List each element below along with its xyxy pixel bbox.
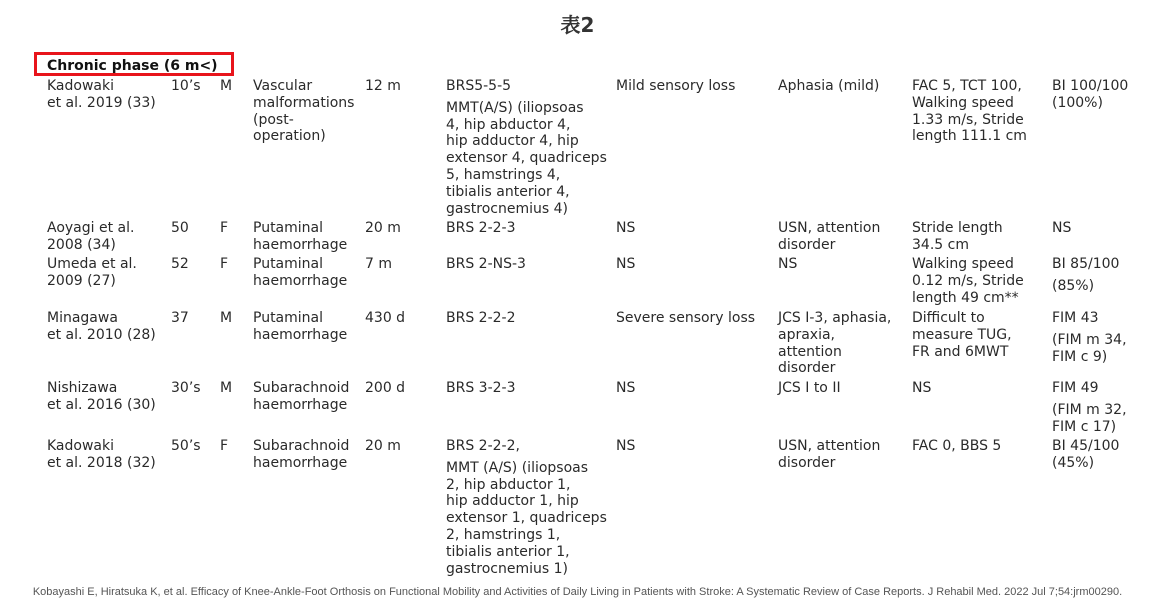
table-cell-adl	[1052, 438, 1152, 472]
table-cell-diagnosis-text: Subarachnoid haemorrhage	[253, 380, 350, 413]
table-cell-author	[47, 256, 167, 290]
table-cell-higher-function	[778, 78, 908, 95]
table-cell-diagnosis-text: Putaminal haemorrhage	[253, 220, 348, 253]
table-cell-diagnosis-text: Subarachnoid haemorrhage	[253, 438, 350, 471]
table-cell-sensory	[616, 438, 774, 455]
table-cell-onset	[365, 256, 441, 273]
table-cell-motor	[446, 220, 611, 237]
table-cell-adl	[1052, 220, 1152, 237]
table-cell-adl-text: BI 85/100	[1052, 256, 1120, 272]
table-cell-sex	[220, 220, 246, 237]
table-cell-higher-function-text: USN, attention disorder	[778, 220, 881, 253]
table-cell-gait	[912, 438, 1048, 455]
page-title: 表2	[560, 13, 595, 37]
table-cell-motor-text: BRS 2-NS-3	[446, 256, 526, 272]
table-cell-adl-detail: (FIM m 32, FIM c 17)	[1052, 401, 1127, 435]
table-cell-age	[171, 438, 219, 455]
table-cell-motor	[446, 310, 611, 327]
table-cell-adl-text: NS	[1052, 220, 1072, 236]
table-cell-diagnosis-text: Putaminal haemorrhage	[253, 256, 348, 289]
table-cell-higher-function	[778, 256, 908, 273]
table-cell-onset	[365, 380, 441, 397]
table-cell-diagnosis	[253, 220, 363, 254]
table-cell-gait-text: Difficult to measure TUG, FR and 6MWT	[912, 310, 1012, 360]
table-cell-sensory-text: Mild sensory loss	[616, 78, 736, 94]
table-cell-diagnosis	[253, 380, 363, 414]
table-cell-motor	[446, 78, 611, 217]
table-cell-higher-function	[778, 310, 908, 377]
table-cell-adl-detail: (85%)	[1052, 277, 1095, 294]
table-cell-motor-text: BRS 3-2-3	[446, 380, 516, 396]
table-cell-sex-text: F	[220, 438, 229, 454]
table-cell-higher-function-text: JCS I to II	[778, 380, 841, 396]
table-cell-motor-detail: MMT (A/S) (iliopsoas 2, hip abductor 1, hip adductor 1, hip extensor 1, quadriceps 2, hamstrings 1, tibialis anterior 1, gastrocnemius 1)	[446, 459, 607, 577]
table-cell-author-text: Kadowaki et al. 2018 (32)	[47, 438, 156, 471]
table-cell-sensory-text: Severe sensory loss	[616, 310, 756, 326]
table-cell-higher-function-text: USN, attention disorder	[778, 438, 881, 471]
table-cell-onset-text: 430 d	[365, 310, 406, 326]
table-cell-sensory-text: NS	[616, 438, 636, 454]
table-cell-adl	[1052, 380, 1152, 435]
table-cell-author	[47, 380, 167, 414]
table-cell-motor	[446, 438, 611, 577]
table-cell-higher-function-text: NS	[778, 256, 798, 272]
table-cell-diagnosis	[253, 78, 363, 145]
table-cell-sensory-text: NS	[616, 380, 636, 396]
table-cell-higher-function	[778, 438, 908, 472]
table-cell-sex-text: F	[220, 256, 229, 272]
table-cell-sensory	[616, 310, 774, 327]
table-cell-sex	[220, 78, 246, 95]
table-cell-onset	[365, 78, 441, 95]
table-cell-age-text: 30’s	[171, 380, 201, 396]
table-cell-adl	[1052, 256, 1152, 295]
table-cell-adl	[1052, 310, 1152, 365]
table-cell-sensory	[616, 78, 774, 95]
table-cell-gait-text: FAC 5, TCT 100, Walking speed 1.33 m/s, Stride length 111.1 cm	[912, 78, 1027, 145]
table-cell-onset	[365, 220, 441, 237]
table-cell-age-text: 52	[171, 256, 189, 272]
table-cell-onset-text: 20 m	[365, 438, 401, 454]
table-cell-diagnosis	[253, 438, 363, 472]
table-cell-age-text: 50’s	[171, 438, 201, 454]
table-cell-sex-text: F	[220, 220, 229, 236]
table-cell-onset-text: 12 m	[365, 78, 401, 94]
table-cell-age-text: 10’s	[171, 78, 201, 94]
phase-label: Chronic phase (6 m<)	[47, 58, 218, 74]
table-cell-sensory	[616, 220, 774, 237]
table-cell-gait-text: NS	[912, 380, 932, 396]
table-cell-motor-text: BRS 2-2-2,	[446, 438, 520, 454]
table-cell-sensory	[616, 256, 774, 273]
table-cell-age	[171, 310, 219, 327]
table-cell-higher-function-text: Aphasia (mild)	[778, 78, 880, 94]
table-cell-adl-detail: (FIM m 34, FIM c 9)	[1052, 331, 1127, 365]
table-cell-motor-text: BRS5-5-5	[446, 78, 512, 94]
table-cell-age-text: 37	[171, 310, 189, 326]
table-cell-sex	[220, 380, 246, 397]
table-cell-author-text: Minagawa et al. 2010 (28)	[47, 310, 156, 343]
table-cell-sex-text: M	[220, 310, 233, 326]
table-cell-gait	[912, 220, 1048, 254]
table-cell-diagnosis-text: Vascular malformations (post- operation)	[253, 78, 355, 145]
table-cell-higher-function	[778, 380, 908, 397]
table-cell-author	[47, 78, 167, 112]
citation: Kobayashi E, Hiratsuka K, et al. Efficacy of Knee-Ankle-Foot Orthosis on Functional Mobility and Activities of Daily Living in Patients with Stroke: A Systematic Review of Case Reports. J Rehabil Med. 2022 Jul 7;54:jrm00290.	[32, 586, 1123, 598]
table-cell-gait-text: Stride length 34.5 cm	[912, 220, 1003, 253]
table-cell-motor	[446, 380, 611, 397]
table-cell-motor-text: BRS 2-2-3	[446, 220, 516, 236]
table-cell-age	[171, 256, 219, 273]
table-cell-age	[171, 380, 219, 397]
table-cell-sex-text: M	[220, 380, 233, 396]
table-cell-adl	[1052, 78, 1152, 112]
table-cell-age	[171, 78, 219, 95]
table-cell-onset-text: 20 m	[365, 220, 401, 236]
table-cell-sex-text: M	[220, 78, 233, 94]
table-cell-author-text: Aoyagi et al. 2008 (34)	[47, 220, 135, 253]
table-cell-higher-function-text: JCS I-3, aphasia, apraxia, attention disorder	[778, 310, 892, 377]
table-cell-author-text: Kadowaki et al. 2019 (33)	[47, 78, 156, 111]
table-cell-sex	[220, 438, 246, 455]
table-cell-adl-text: FIM 43	[1052, 310, 1099, 326]
table-cell-sensory-text: NS	[616, 256, 636, 272]
table-cell-author-text: Nishizawa et al. 2016 (30)	[47, 380, 156, 413]
table-cell-author	[47, 438, 167, 472]
table-cell-adl-text: BI 45/100 (45%)	[1052, 438, 1120, 471]
table-cell-gait	[912, 310, 1048, 360]
table-cell-diagnosis	[253, 310, 363, 344]
table-cell-diagnosis-text: Putaminal haemorrhage	[253, 310, 348, 343]
table-cell-gait-text: Walking speed 0.12 m/s, Stride length 49 cm**	[912, 256, 1024, 306]
table-cell-diagnosis	[253, 256, 363, 290]
table-cell-onset	[365, 438, 441, 455]
table-cell-age-text: 50	[171, 220, 189, 236]
table-cell-gait	[912, 256, 1048, 306]
table-cell-adl-text: FIM 49	[1052, 380, 1099, 396]
table-cell-onset-text: 200 d	[365, 380, 406, 396]
table-cell-gait	[912, 380, 1048, 397]
table-cell-motor-text: BRS 2-2-2	[446, 310, 516, 326]
table-cell-onset-text: 7 m	[365, 256, 392, 272]
table-cell-author	[47, 220, 167, 254]
table-cell-sensory-text: NS	[616, 220, 636, 236]
table-cell-sensory	[616, 380, 774, 397]
table-cell-author	[47, 310, 167, 344]
table-cell-motor	[446, 256, 611, 273]
table-cell-sex	[220, 256, 246, 273]
table-cell-sex	[220, 310, 246, 327]
table-cell-higher-function	[778, 220, 908, 254]
table-cell-onset	[365, 310, 441, 327]
table-cell-age	[171, 220, 219, 237]
table-cell-author-text: Umeda et al. 2009 (27)	[47, 256, 137, 289]
table-cell-motor-detail: MMT(A/S) (iliopsoas 4, hip abductor 4, hip adductor 4, hip extensor 4, quadriceps 5, hamstrings 4, tibialis anterior 4, gastrocnemius 4)	[446, 99, 607, 217]
table-cell-gait-text: FAC 0, BBS 5	[912, 438, 1002, 454]
table-cell-gait	[912, 78, 1048, 145]
table-cell-adl-text: BI 100/100 (100%)	[1052, 78, 1129, 111]
